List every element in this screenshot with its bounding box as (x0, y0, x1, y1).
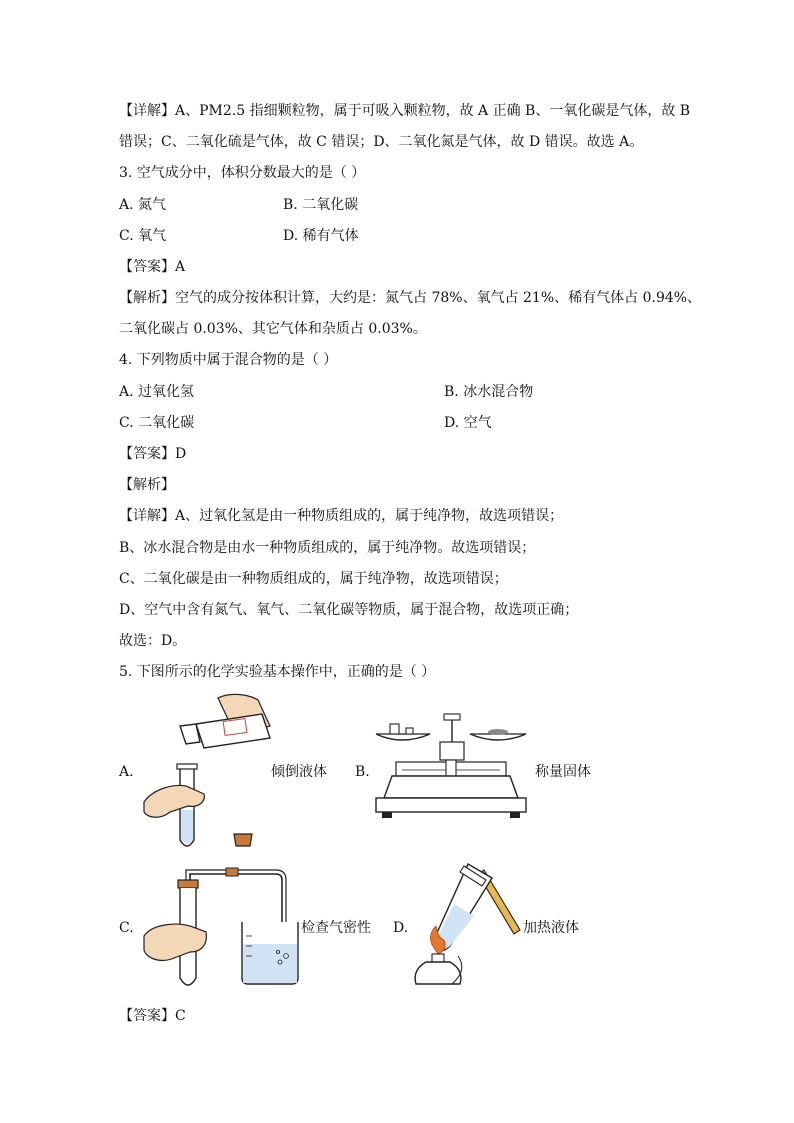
q4-detail-line-1: 【详解】A、过氧化氢是由一种物质组成的，属于纯净物，故选项错误； (119, 508, 564, 524)
q4-stem: 4. 下列物质中属于混合物的是（ ） (119, 352, 338, 368)
figure-c-air-tightness-illustration (140, 866, 300, 996)
q4-answer: 【答案】D (119, 446, 187, 462)
figure-c-caption: 检查气密性 (301, 920, 371, 936)
q3-stem: 3. 空气成分中，体积分数最大的是（ ） (119, 165, 366, 181)
q3-option-d: D. 稀有气体 (283, 228, 359, 244)
q4-detail-line-3: C、二氧化碳是由一种物质组成的，属于纯净物，故选项错误； (119, 571, 508, 587)
q3-option-c: C. 氧气 (119, 228, 167, 244)
figure-b-weighing-solid-illustration (372, 712, 530, 830)
q4-detail-line-4: D、空气中含有氮气、氧气、二氧化碳等物质，属于混合物，故选项正确； (119, 602, 579, 618)
figure-b-letter: B. (355, 764, 370, 780)
q2-detail-line-1: 【详解】A、PM2.5 指细颗粒物，属于可吸入颗粒物，故 A 正确 B、一氧化碳是气体，故 B (119, 103, 691, 119)
figure-a-letter: A. (119, 764, 134, 780)
q4-analysis-head: 【解析】 (119, 477, 175, 493)
q4-option-d: D. 空气 (444, 415, 492, 431)
figure-d-letter: D. (393, 920, 409, 936)
q3-answer: 【答案】A (119, 259, 186, 275)
figure-d-caption: 加热液体 (523, 920, 579, 936)
figure-a-pouring-liquid-illustration (140, 690, 290, 860)
q4-option-c: C. 二氧化碳 (119, 415, 195, 431)
q4-option-b: B. 冰水混合物 (444, 384, 534, 400)
q5-answer: 【答案】C (119, 1008, 186, 1024)
q2-detail-line-2: 错误；C、二氧化硫是气体，故 C 错误；D、二氧化氮是气体，故 D 错误。故选 A。 (119, 134, 644, 150)
q4-detail-line-5: 故选：D。 (119, 633, 187, 649)
figure-c-letter: C. (119, 920, 134, 936)
q5-stem: 5. 下图所示的化学实验基本操作中，正确的是（ ） (119, 664, 436, 680)
figure-d-heating-liquid-illustration (408, 860, 523, 988)
q4-option-a: A. 过氧化氢 (119, 384, 195, 400)
q3-option-a: A. 氮气 (119, 197, 167, 213)
figure-b-caption: 称量固体 (535, 764, 591, 780)
q3-analysis-line-1: 【解析】空气的成分按体积计算，大约是：氮气占 78%、氧气占 21%、稀有气体占 0.94%、 (119, 290, 702, 306)
q3-analysis-line-2: 二氧化碳占 0.03%、其它气体和杂质占 0.03%。 (119, 321, 427, 337)
figure-a-caption: 倾倒液体 (271, 764, 327, 780)
q4-detail-line-2: B、冰水混合物是由水一种物质组成的，属于纯净物。故选项错误； (119, 540, 536, 556)
q3-option-b: B. 二氧化碳 (283, 197, 359, 213)
